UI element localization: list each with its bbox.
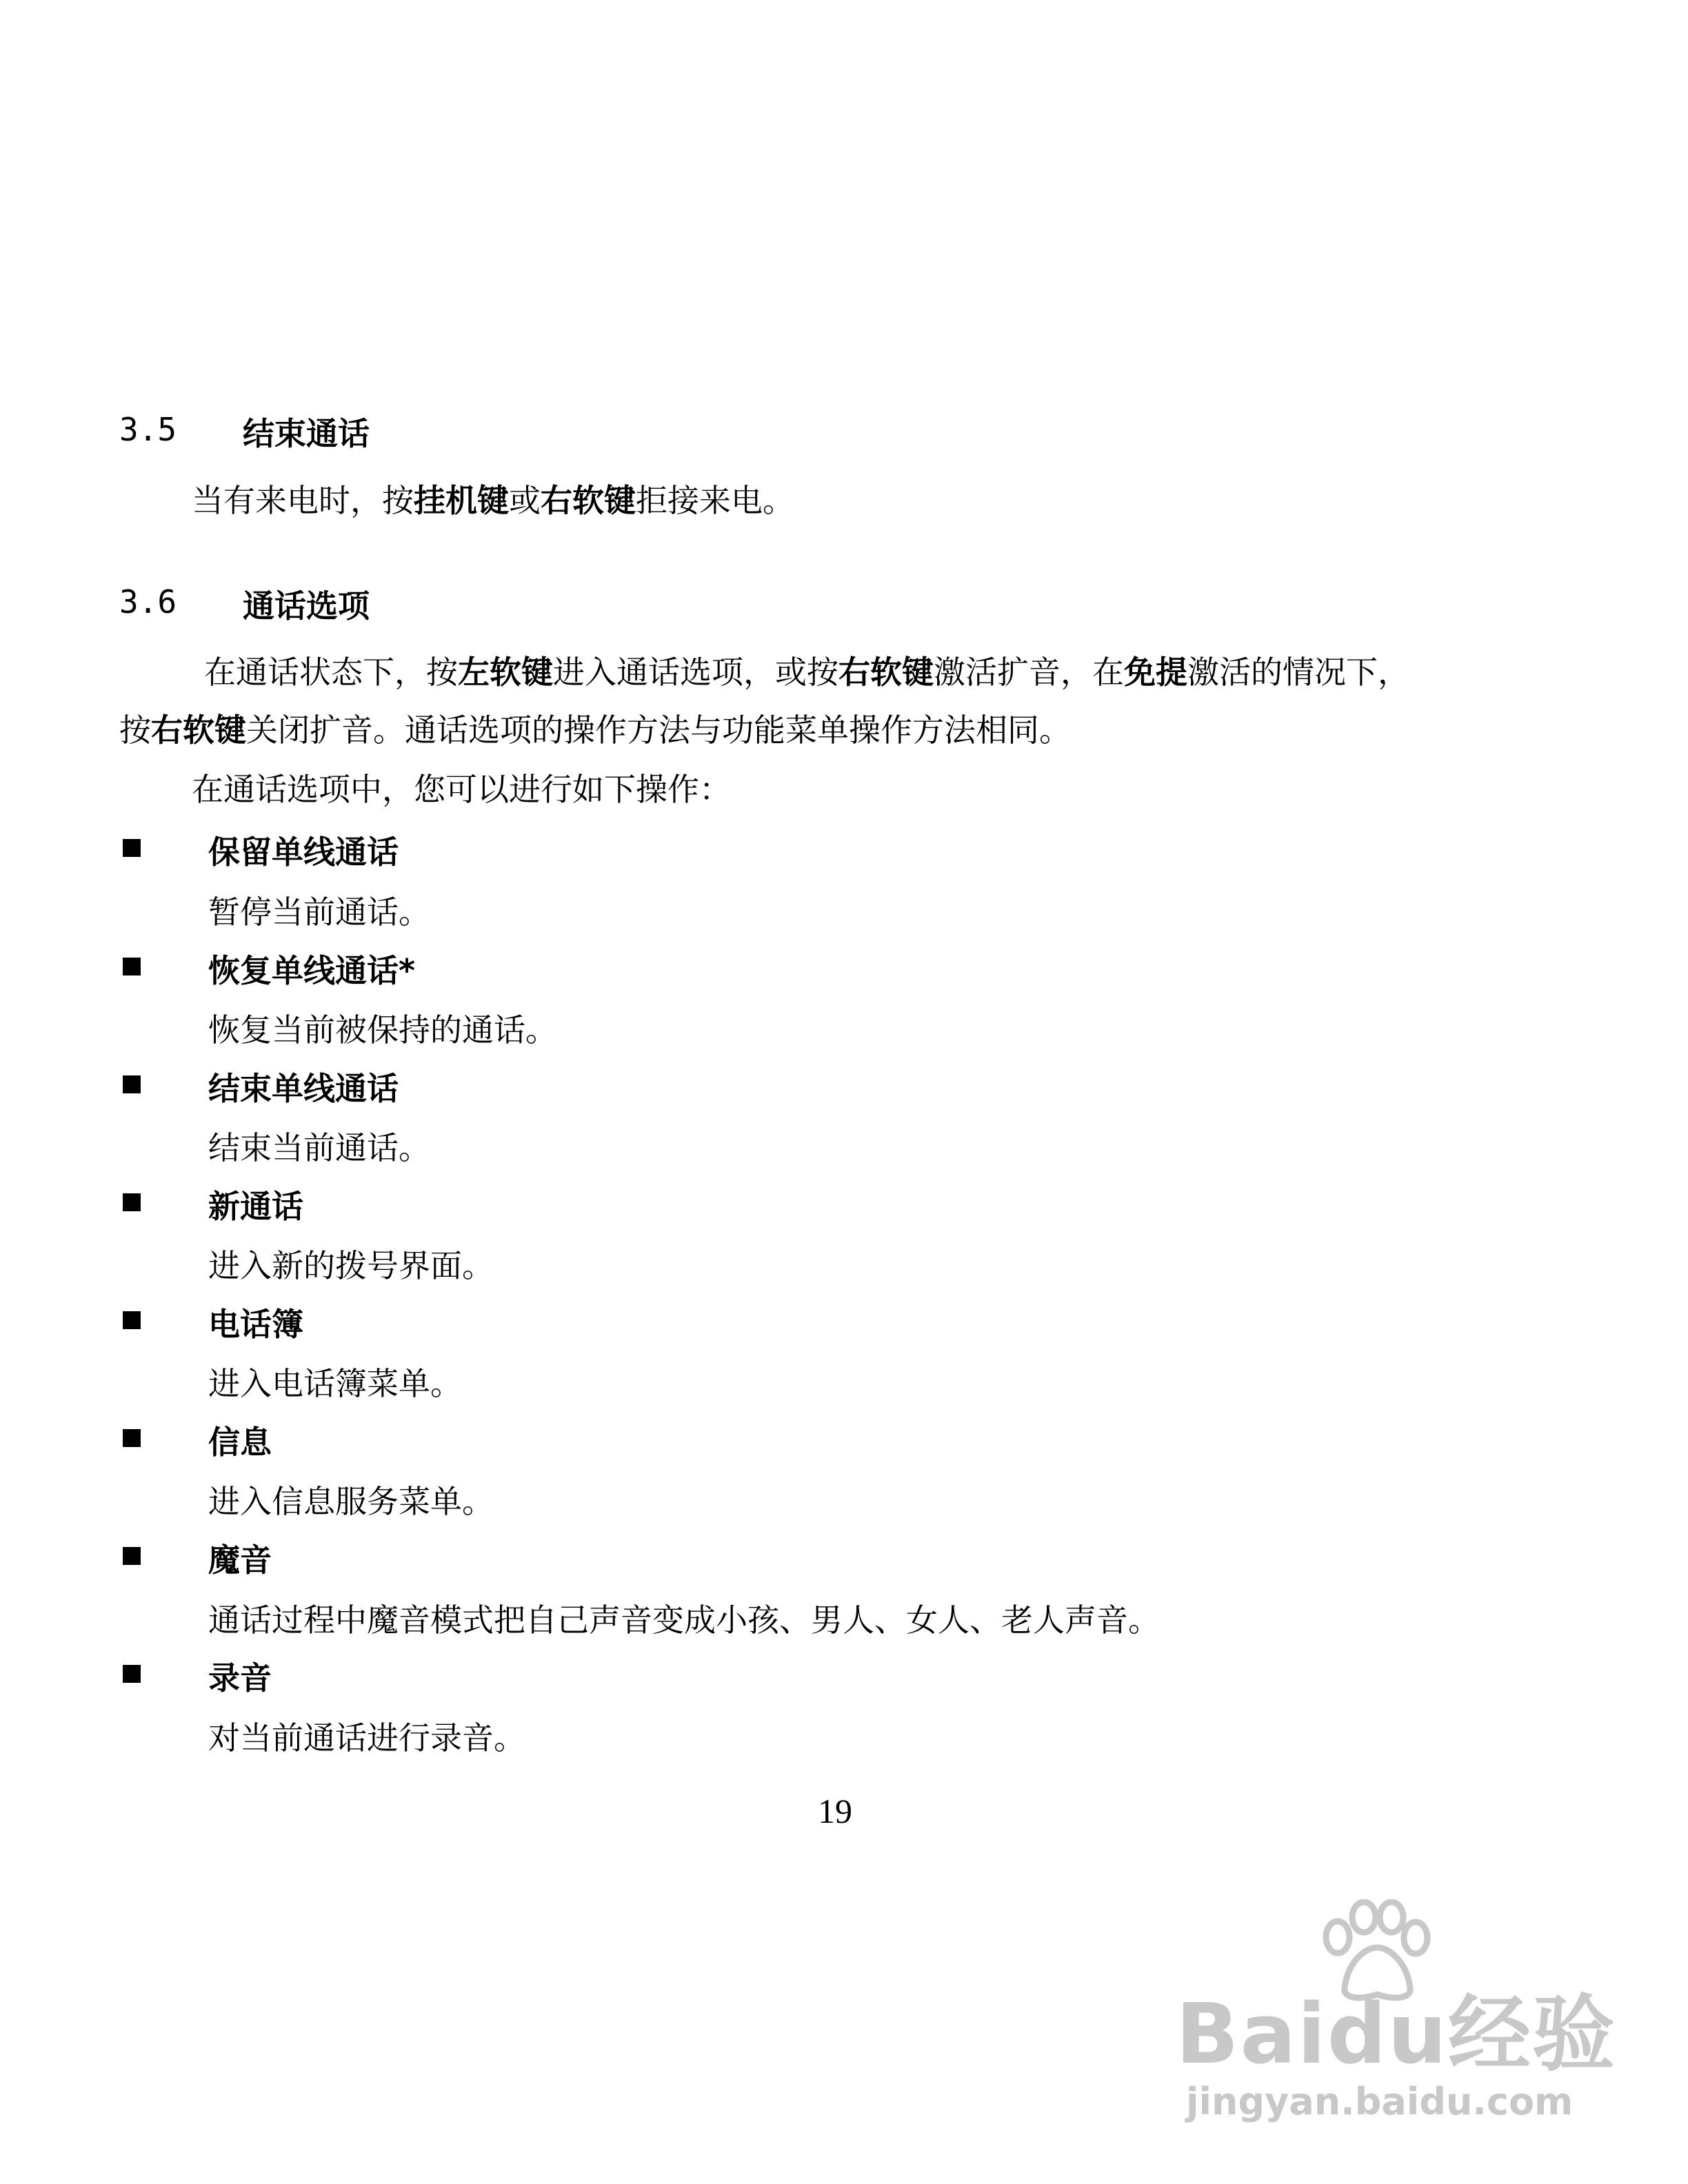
bullet-icon (123, 958, 141, 975)
item-title: 录音 (208, 1659, 272, 1697)
bullet-icon (123, 839, 141, 857)
item-title: 魔音 (208, 1541, 272, 1579)
section-3-6-paragraph-line-2: 按右软键关闭扩音。通话选项的操作方法与功能菜单操作方法相同。 (119, 711, 1071, 749)
section-3-6-title: 通话选项 (243, 587, 370, 625)
bullet-icon (123, 1311, 141, 1329)
section-3-6-paragraph-2: 在通话选项中，您可以进行如下操作： (192, 771, 731, 808)
section-3-6-number: 3.6 (119, 583, 177, 620)
bullet-icon (123, 1193, 141, 1211)
bullet-icon (123, 1429, 141, 1447)
item-description: 恢复当前被保持的通话。 (208, 1011, 557, 1049)
baidu-watermark (1172, 1899, 1616, 2127)
bullet-icon (123, 1075, 141, 1093)
section-3-5-number: 3.5 (119, 411, 177, 448)
item-title: 信息 (208, 1424, 272, 1461)
item-description: 进入新的拨号界面。 (208, 1247, 494, 1284)
item-title: 保留单线通话 (208, 833, 399, 871)
watermark-brand: Baidu经验 (1176, 1987, 1616, 2083)
bullet-icon (123, 1665, 141, 1683)
bullet-icon (123, 1547, 141, 1565)
watermark-url: jingyan.baidu.com (1186, 2080, 1574, 2123)
item-description: 进入电话簿菜单。 (208, 1365, 462, 1402)
item-title: 新通话 (208, 1188, 303, 1225)
item-description: 对当前通话进行录音。 (208, 1719, 525, 1757)
section-3-6-paragraph-line-1: 在通话状态下，按左软键进入通话选项，或按右软键激活扩音，在免提激活的情况下， (204, 654, 1409, 691)
item-description: 通话过程中魔音模式把自己声音变成小孩、男人、女人、老人声音。 (208, 1601, 1160, 1639)
section-3-5-title: 结束通话 (243, 415, 370, 452)
item-title: 结束单线通话 (208, 1070, 399, 1107)
item-description: 暂停当前通话。 (208, 893, 430, 931)
section-3-5-paragraph: 当有来电时，按挂机键或右软键拒接来电。 (192, 482, 794, 519)
page-number: 19 (818, 1792, 852, 1830)
item-title: 电话簿 (208, 1306, 303, 1343)
item-title: 恢复单线通话* (208, 952, 416, 989)
item-description: 进入信息服务菜单。 (208, 1483, 494, 1520)
item-description: 结束当前通话。 (208, 1129, 430, 1166)
